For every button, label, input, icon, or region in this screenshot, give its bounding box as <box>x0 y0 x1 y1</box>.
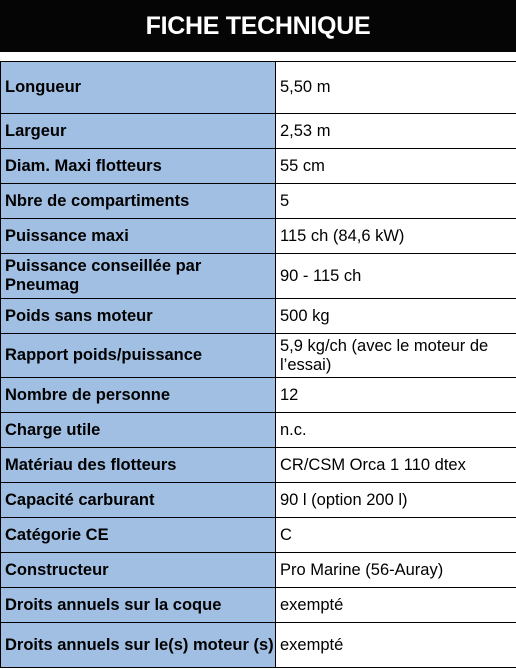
row-label: Puissance maxi <box>1 219 276 254</box>
table-row <box>1 553 516 588</box>
row-label: Charge utile <box>1 413 276 448</box>
table-row <box>1 254 516 299</box>
row-label: Matériau des flotteurs <box>1 448 276 483</box>
row-label: Rapport poids/puissance <box>1 334 276 378</box>
row-label: Longueur <box>1 62 276 114</box>
table-row <box>1 299 516 334</box>
row-value: 500 kg <box>276 299 516 334</box>
row-label: Droits annuels sur le(s) moteur (s) <box>1 623 276 668</box>
row-label: Poids sans moteur <box>1 299 276 334</box>
row-value: 115 ch (84,6 kW) <box>276 219 516 254</box>
table-row <box>1 219 516 254</box>
table-row <box>1 448 516 483</box>
sheet-title: FICHE TECHNIQUE <box>0 0 516 52</box>
row-value: exempté <box>276 588 516 623</box>
table-row <box>1 334 516 378</box>
row-value: Pro Marine (56-Auray) <box>276 553 516 588</box>
row-value: 5,9 kg/ch (avec le moteur de l’essai) <box>276 334 516 378</box>
title-spacer <box>0 52 516 61</box>
table-row <box>1 483 516 518</box>
row-value: 2,53 m <box>276 114 516 149</box>
row-label: Capacité carburant <box>1 483 276 518</box>
row-label: Largeur <box>1 114 276 149</box>
row-label: Droits annuels sur la coque <box>1 588 276 623</box>
row-label: Catégorie CE <box>1 518 276 553</box>
table-row <box>1 184 516 219</box>
row-label: Nbre de compartiments <box>1 184 276 219</box>
row-label: Diam. Maxi flotteurs <box>1 149 276 184</box>
table-row <box>1 623 516 668</box>
table-row <box>1 62 516 114</box>
table-row <box>1 588 516 623</box>
row-value: exempté <box>276 623 516 668</box>
table-row <box>1 378 516 413</box>
spec-table <box>0 61 516 668</box>
row-value: n.c. <box>276 413 516 448</box>
table-row <box>1 413 516 448</box>
row-value: 12 <box>276 378 516 413</box>
row-label: Puissance conseillée par Pneumag <box>1 254 276 299</box>
row-value: 90 - 115 ch <box>276 254 516 299</box>
row-value: 90 l (option 200 l) <box>276 483 516 518</box>
table-row <box>1 149 516 184</box>
row-value: 55 cm <box>276 149 516 184</box>
row-value: C <box>276 518 516 553</box>
row-value: 5 <box>276 184 516 219</box>
table-row <box>1 114 516 149</box>
row-value: 5,50 m <box>276 62 516 114</box>
row-label: Constructeur <box>1 553 276 588</box>
row-label: Nombre de personne <box>1 378 276 413</box>
table-row <box>1 518 516 553</box>
row-value: CR/CSM Orca 1 110 dtex <box>276 448 516 483</box>
